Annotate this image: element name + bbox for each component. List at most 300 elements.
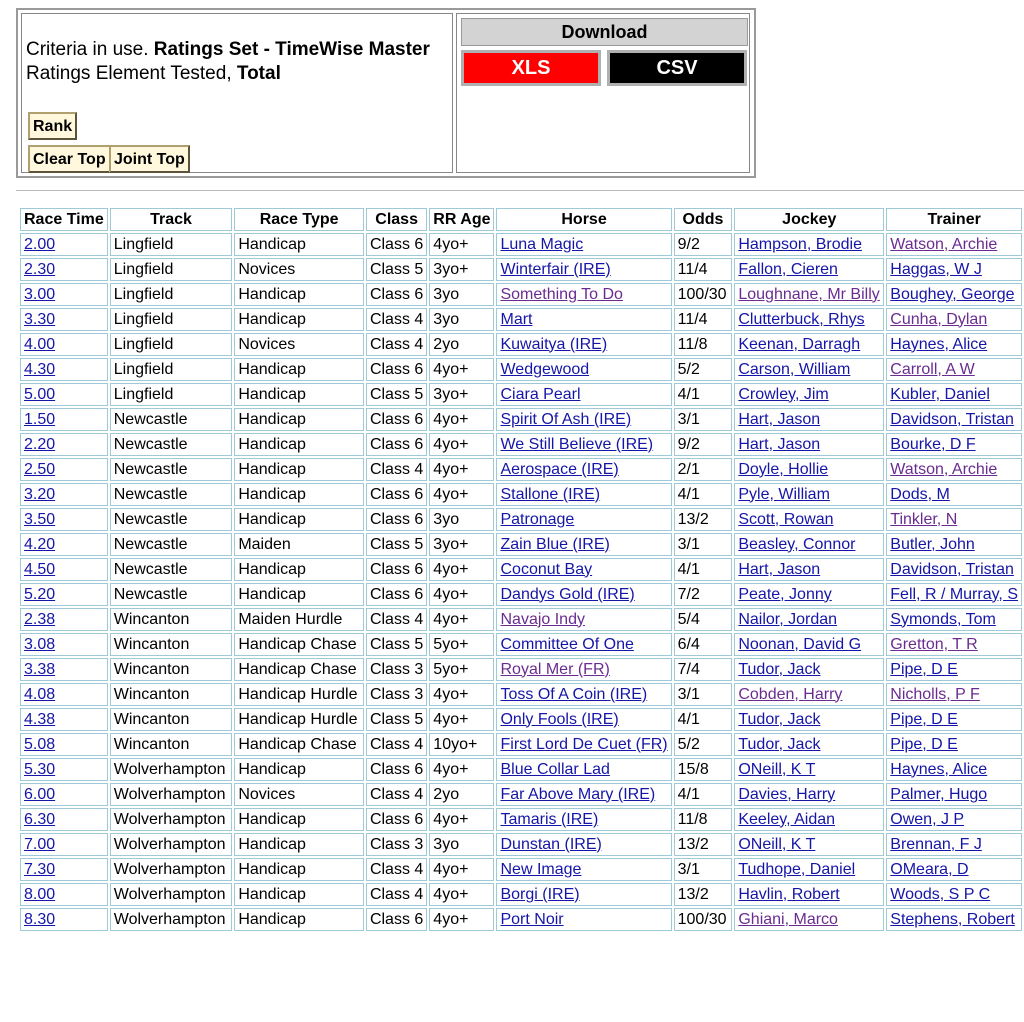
odds-cell <box>674 783 733 806</box>
trainer-cell <box>886 683 1022 706</box>
age-cell <box>429 258 494 281</box>
race-time-link[interactable]: 2.20 <box>24 435 56 453</box>
race-time-link[interactable]: 3.50 <box>24 510 56 528</box>
type-cell <box>234 833 364 856</box>
track-cell: Newcastle <box>113 485 188 503</box>
time-cell <box>20 383 108 406</box>
track-cell <box>110 833 233 856</box>
jockey-link[interactable]: Carson, William <box>738 360 851 378</box>
trainer-link[interactable]: Davidson, Tristan <box>890 560 1014 578</box>
race-type-cell: Handicap <box>238 435 306 453</box>
class-cell: Class 6 <box>369 435 424 453</box>
header-rr-age[interactable]: RR Age <box>429 208 494 231</box>
horse-link[interactable]: New Image <box>500 860 582 878</box>
jockey-link[interactable]: Beasley, Connor <box>738 535 856 553</box>
jockey-link[interactable]: Hart, Jason <box>738 410 821 428</box>
race-time-link[interactable]: 4.00 <box>24 335 56 353</box>
track-cell: Newcastle <box>113 510 188 528</box>
jockey-cell <box>734 383 884 406</box>
track-cell: Wolverhampton <box>113 835 226 853</box>
horse-link[interactable]: Blue Collar Lad <box>500 760 610 778</box>
age-cell <box>429 633 494 656</box>
race-type-cell: Handicap Chase <box>238 660 357 678</box>
rank-button[interactable]: Rank <box>28 112 77 140</box>
horse-link[interactable]: Toss Of A Coin (IRE) <box>500 685 648 703</box>
race-time-link[interactable]: 3.38 <box>24 660 56 678</box>
trainer-link[interactable]: Haynes, Alice <box>890 335 988 353</box>
cls-cell <box>366 833 427 856</box>
trainer-link[interactable]: Bourke, D F <box>890 435 976 453</box>
jockey-cell <box>734 833 884 856</box>
track-cell: Wolverhampton <box>113 860 226 878</box>
jockey-link[interactable]: Keenan, Darragh <box>738 335 861 353</box>
class-cell: Class 6 <box>369 235 424 253</box>
trainer-cell <box>886 833 1022 856</box>
horse-cell <box>496 808 671 831</box>
type-cell <box>234 658 364 681</box>
jockey-link[interactable]: Nailor, Jordan <box>738 610 838 628</box>
csv-download-button[interactable]: CSV <box>607 50 747 86</box>
odds-cell: 13/2 <box>677 510 709 528</box>
odds-cell: 3/1 <box>677 410 700 428</box>
odds-cell: 13/2 <box>677 885 709 903</box>
jockey-cell <box>734 883 884 906</box>
race-time-link[interactable]: 2.38 <box>24 610 56 628</box>
track-cell <box>110 383 233 406</box>
jockey-cell <box>734 533 884 556</box>
trainer-link[interactable]: Fell, R / Murray, S <box>890 585 1018 603</box>
horse-link[interactable]: Tamaris (IRE) <box>500 810 599 828</box>
xls-download-button[interactable]: XLS <box>461 50 601 86</box>
jockey-link[interactable]: Tudor, Jack <box>738 735 821 753</box>
odds-cell <box>674 458 733 481</box>
track-cell <box>110 433 233 456</box>
jockey-cell <box>734 608 884 631</box>
jockey-cell <box>734 908 884 931</box>
jockey-link[interactable]: Havlin, Robert <box>738 885 840 903</box>
race-type-cell: Novices <box>238 335 296 353</box>
horse-cell <box>496 533 671 556</box>
trainer-link[interactable]: Haggas, W J <box>890 260 982 278</box>
race-time-link[interactable]: 3.08 <box>24 635 56 653</box>
race-time-link[interactable]: 8.00 <box>24 885 56 903</box>
jockey-link[interactable]: Pyle, William <box>738 485 830 503</box>
race-type-cell: Handicap Hurdle <box>238 710 358 728</box>
age-cell: 4yo+ <box>433 860 469 878</box>
jockey-link[interactable]: Hart, Jason <box>738 560 821 578</box>
trainer-link[interactable]: Woods, S P C <box>890 885 991 903</box>
cls-cell <box>366 733 427 756</box>
jockey-cell <box>734 808 884 831</box>
jockey-link[interactable]: Keeley, Aidan <box>738 810 836 828</box>
horse-link[interactable]: Dandys Gold (IRE) <box>500 585 635 603</box>
jockey-link[interactable]: Loughnane, Mr Billy <box>738 285 880 303</box>
jockey-link[interactable]: Doyle, Hollie <box>738 460 829 478</box>
trainer-cell <box>886 558 1022 581</box>
jockey-cell <box>734 733 884 756</box>
cls-cell <box>366 808 427 831</box>
track-cell <box>110 583 233 606</box>
trainer-link[interactable]: Butler, John <box>890 535 975 553</box>
horse-cell <box>496 333 671 356</box>
time-cell <box>20 408 108 431</box>
horse-link[interactable]: First Lord De Cuet (FR) <box>500 735 668 753</box>
odds-cell <box>674 483 733 506</box>
horse-link[interactable]: Spirit Of Ash (IRE) <box>500 410 632 428</box>
horse-link[interactable]: Navajo Indy <box>500 610 585 628</box>
race-type-cell: Handicap <box>238 410 306 428</box>
age-cell: 10yo+ <box>433 735 478 753</box>
table-row <box>20 783 1022 806</box>
race-time-link[interactable]: 4.38 <box>24 710 56 728</box>
cls-cell <box>366 708 427 731</box>
trainer-link[interactable]: OMeara, D <box>890 860 969 878</box>
jockey-link[interactable]: Noonan, David G <box>738 635 862 653</box>
header-trainer[interactable]: Trainer <box>886 208 1022 231</box>
horse-link[interactable]: Far Above Mary (IRE) <box>500 785 656 803</box>
race-type-cell: Handicap <box>238 360 306 378</box>
age-cell <box>429 658 494 681</box>
class-cell: Class 5 <box>369 385 424 403</box>
race-time-link[interactable]: 2.50 <box>24 460 56 478</box>
race-time-link[interactable]: 8.30 <box>24 910 56 928</box>
race-time-link[interactable]: 5.30 <box>24 760 56 778</box>
type-cell <box>234 383 364 406</box>
horse-link[interactable]: Zain Blue (IRE) <box>500 535 610 553</box>
cls-cell <box>366 783 427 806</box>
type-cell <box>234 858 364 881</box>
jockey-link[interactable]: Hart, Jason <box>738 435 821 453</box>
time-cell <box>20 908 108 931</box>
track-cell <box>110 658 233 681</box>
odds-cell: 5/2 <box>677 735 700 753</box>
horse-link[interactable]: Wedgewood <box>500 360 590 378</box>
trainer-cell <box>886 783 1022 806</box>
trainer-cell <box>886 283 1022 306</box>
horse-link[interactable]: Patronage <box>500 510 575 528</box>
jockey-link[interactable]: Ghiani, Marco <box>738 910 838 928</box>
odds-cell: 4/1 <box>677 385 700 403</box>
jockey-link[interactable]: Clutterbuck, Rhys <box>738 310 865 328</box>
age-cell <box>429 458 494 481</box>
table-row <box>20 558 1022 581</box>
horse-link[interactable]: We Still Believe (IRE) <box>500 435 654 453</box>
age-cell <box>429 833 494 856</box>
horse-link[interactable]: Coconut Bay <box>500 560 593 578</box>
track-cell: Lingfield <box>113 285 174 303</box>
race-time-link[interactable]: 5.08 <box>24 735 56 753</box>
trainer-link[interactable]: Watson, Archie <box>890 235 998 253</box>
class-cell: Class 3 <box>369 835 424 853</box>
horse-link[interactable]: Mart <box>500 310 533 328</box>
table-row <box>20 283 1022 306</box>
race-type-cell: Handicap <box>238 560 306 578</box>
age-cell <box>429 483 494 506</box>
track-cell <box>110 233 233 256</box>
horse-link[interactable]: Aerospace (IRE) <box>500 460 619 478</box>
race-type-cell: Handicap <box>238 385 306 403</box>
age-cell: 2yo <box>433 335 460 353</box>
odds-cell <box>674 683 733 706</box>
odds-cell <box>674 358 733 381</box>
track-cell <box>110 908 233 931</box>
jockey-link[interactable]: ONeill, K T <box>738 835 816 853</box>
track-cell <box>110 708 233 731</box>
table-row <box>20 808 1022 831</box>
race-time-link[interactable]: 6.30 <box>24 810 56 828</box>
time-cell <box>20 458 108 481</box>
table-row <box>20 258 1022 281</box>
class-cell: Class 6 <box>369 410 424 428</box>
trainer-link[interactable]: Tinkler, N <box>890 510 958 528</box>
horse-link[interactable]: Royal Mer (FR) <box>500 660 610 678</box>
jockey-link[interactable]: Crowley, Jim <box>738 385 829 403</box>
results-body <box>20 233 1022 931</box>
age-cell: 4yo+ <box>433 235 469 253</box>
horse-link[interactable]: Something To Do <box>500 285 623 303</box>
jockey-cell <box>734 483 884 506</box>
trainer-link[interactable]: Dods, M <box>890 485 950 503</box>
jockey-link[interactable]: Fallon, Cieren <box>738 260 838 278</box>
cls-cell <box>366 583 427 606</box>
horse-link[interactable]: Dunstan (IRE) <box>500 835 602 853</box>
race-type-cell: Handicap <box>238 885 306 903</box>
age-cell: 4yo+ <box>433 410 469 428</box>
race-time-link[interactable]: 2.00 <box>24 235 56 253</box>
jockey-cell <box>734 633 884 656</box>
race-time-link[interactable]: 4.20 <box>24 535 56 553</box>
jockey-link[interactable]: ONeill, K T <box>738 760 816 778</box>
race-time-link[interactable]: 5.00 <box>24 385 56 403</box>
trainer-link[interactable]: Pipe, D E <box>890 710 958 728</box>
class-cell: Class 6 <box>369 585 424 603</box>
race-time-link[interactable]: 5.20 <box>24 585 56 603</box>
trainer-link[interactable]: Kubler, Daniel <box>890 385 990 403</box>
type-cell <box>234 758 364 781</box>
horse-cell <box>496 658 671 681</box>
joint-top-button[interactable]: Joint Top <box>109 145 190 173</box>
type-cell <box>234 458 364 481</box>
age-cell: 3yo+ <box>433 385 469 403</box>
cls-cell <box>366 883 427 906</box>
horse-cell <box>496 758 671 781</box>
time-cell <box>20 483 108 506</box>
horse-link[interactable]: Kuwaitya (IRE) <box>500 335 608 353</box>
type-cell <box>234 883 364 906</box>
class-cell: Class 4 <box>369 310 424 328</box>
trainer-link[interactable]: Cunha, Dylan <box>890 310 988 328</box>
horse-link[interactable]: Port Noir <box>500 910 564 928</box>
odds-cell: 3/1 <box>677 685 700 703</box>
trainer-link[interactable]: Owen, J P <box>890 810 965 828</box>
header-race-type[interactable]: Race Type <box>234 208 364 231</box>
age-cell <box>429 908 494 931</box>
horse-cell <box>496 608 671 631</box>
cls-cell <box>366 433 427 456</box>
odds-cell <box>674 758 733 781</box>
track-cell <box>110 258 233 281</box>
odds-cell <box>674 308 733 331</box>
age-cell <box>429 883 494 906</box>
time-cell <box>20 558 108 581</box>
odds-cell: 11/4 <box>677 260 708 278</box>
table-row <box>20 233 1022 256</box>
table-row <box>20 758 1022 781</box>
horse-cell <box>496 458 671 481</box>
race-time-link[interactable]: 2.30 <box>24 260 56 278</box>
time-cell <box>20 833 108 856</box>
cls-cell <box>366 383 427 406</box>
time-cell <box>20 258 108 281</box>
trainer-link[interactable]: Watson, Archie <box>890 460 998 478</box>
race-type-cell: Handicap <box>238 235 306 253</box>
results-table <box>18 206 1024 933</box>
trainer-link[interactable]: Carroll, A W <box>890 360 975 378</box>
criteria-text <box>26 38 430 86</box>
trainer-link[interactable]: Gretton, T R <box>890 635 978 653</box>
horse-cell <box>496 783 671 806</box>
odds-cell <box>674 558 733 581</box>
trainer-link[interactable]: Haynes, Alice <box>890 760 988 778</box>
horse-cell <box>496 433 671 456</box>
trainer-link[interactable]: Davidson, Tristan <box>890 410 1014 428</box>
track-cell: Wolverhampton <box>113 760 226 778</box>
jockey-link[interactable]: Cobden, Harry <box>738 685 843 703</box>
track-cell: Lingfield <box>113 310 174 328</box>
horse-link[interactable]: Committee Of One <box>500 635 634 653</box>
odds-cell: 3/1 <box>677 535 700 553</box>
race-time-link[interactable]: 3.30 <box>24 310 56 328</box>
horse-cell <box>496 858 671 881</box>
time-cell <box>20 683 108 706</box>
race-time-link[interactable]: 1.50 <box>24 410 56 428</box>
table-row <box>20 633 1022 656</box>
race-time-link[interactable]: 4.50 <box>24 560 56 578</box>
race-type-cell: Handicap <box>238 460 306 478</box>
trainer-link[interactable]: Palmer, Hugo <box>890 785 988 803</box>
trainer-cell <box>886 633 1022 656</box>
race-time-link[interactable]: 6.00 <box>24 785 56 803</box>
trainer-link[interactable]: Boughey, George <box>890 285 1015 303</box>
header-odds[interactable]: Odds <box>674 208 733 231</box>
jockey-link[interactable]: Davies, Harry <box>738 785 836 803</box>
header-horse[interactable]: Horse <box>496 208 671 231</box>
table-row <box>20 683 1022 706</box>
class-cell: Class 4 <box>369 610 424 628</box>
trainer-cell <box>886 908 1022 931</box>
horse-link[interactable]: Ciara Pearl <box>500 385 581 403</box>
header-race-time[interactable]: Race Time <box>20 208 108 231</box>
track-cell: Wolverhampton <box>113 910 226 928</box>
track-cell: Wincanton <box>113 685 190 703</box>
track-cell <box>110 608 233 631</box>
trainer-link[interactable]: Nicholls, P F <box>890 685 980 703</box>
race-time-link[interactable]: 4.30 <box>24 360 56 378</box>
age-cell <box>429 408 494 431</box>
track-cell <box>110 633 233 656</box>
trainer-link[interactable]: Symonds, Tom <box>890 610 996 628</box>
horse-link[interactable]: Borgi (IRE) <box>500 885 580 903</box>
jockey-link[interactable]: Peate, Jonny <box>738 585 832 603</box>
jockey-link[interactable]: Tudor, Jack <box>738 660 821 678</box>
horse-cell <box>496 633 671 656</box>
jockey-cell <box>734 283 884 306</box>
horse-cell <box>496 508 671 531</box>
jockey-link[interactable]: Tudor, Jack <box>738 710 821 728</box>
trainer-link[interactable]: Pipe, D E <box>890 660 958 678</box>
table-row <box>20 608 1022 631</box>
header-track[interactable]: Track <box>110 208 233 231</box>
odds-cell: 6/4 <box>677 635 700 653</box>
race-time-link[interactable]: 7.00 <box>24 835 56 853</box>
trainer-cell <box>886 758 1022 781</box>
type-cell <box>234 433 364 456</box>
type-cell <box>234 608 364 631</box>
trainer-cell <box>886 383 1022 406</box>
horse-link[interactable]: Only Fools (IRE) <box>500 710 619 728</box>
time-cell <box>20 708 108 731</box>
race-type-cell: Handicap <box>238 510 306 528</box>
horse-link[interactable]: Stallone (IRE) <box>500 485 601 503</box>
horse-link[interactable]: Winterfair (IRE) <box>500 260 611 278</box>
age-cell: 3yo+ <box>433 260 469 278</box>
trainer-cell <box>886 333 1022 356</box>
jockey-link[interactable]: Tudhope, Daniel <box>738 860 856 878</box>
header-jockey[interactable]: Jockey <box>734 208 884 231</box>
odds-cell: 100/30 <box>677 910 727 928</box>
jockey-link[interactable]: Hampson, Brodie <box>738 235 862 253</box>
clear-top-button[interactable]: Clear Top <box>28 145 111 173</box>
table-row <box>20 583 1022 606</box>
race-time-link[interactable]: 3.20 <box>24 485 56 503</box>
race-type-cell: Handicap <box>238 860 306 878</box>
table-row <box>20 458 1022 481</box>
horse-link[interactable]: Luna Magic <box>500 235 584 253</box>
trainer-cell <box>886 883 1022 906</box>
trainer-link[interactable]: Stephens, Robert <box>890 910 1015 928</box>
odds-cell <box>674 883 733 906</box>
class-cell: Class 6 <box>369 760 424 778</box>
cls-cell <box>366 558 427 581</box>
type-cell <box>234 783 364 806</box>
header-class[interactable]: Class <box>366 208 427 231</box>
race-time-link[interactable]: 4.08 <box>24 685 56 703</box>
age-cell: 4yo+ <box>433 885 469 903</box>
jockey-link[interactable]: Scott, Rowan <box>738 510 834 528</box>
odds-cell: 4/1 <box>677 785 700 803</box>
horse-cell <box>496 583 671 606</box>
class-cell: Class 5 <box>369 710 424 728</box>
cls-cell <box>366 683 427 706</box>
trainer-cell <box>886 533 1022 556</box>
age-cell <box>429 383 494 406</box>
horse-cell <box>496 358 671 381</box>
type-cell <box>234 408 364 431</box>
trainer-link[interactable]: Pipe, D E <box>890 735 958 753</box>
table-row <box>20 333 1022 356</box>
race-time-link[interactable]: 3.00 <box>24 285 56 303</box>
track-cell <box>110 808 233 831</box>
race-type-cell: Maiden <box>238 535 291 553</box>
horse-cell <box>496 258 671 281</box>
type-cell <box>234 283 364 306</box>
race-type-cell: Novices <box>238 785 296 803</box>
trainer-link[interactable]: Brennan, F J <box>890 835 982 853</box>
race-time-link[interactable]: 7.30 <box>24 860 56 878</box>
race-type-cell: Handicap Chase <box>238 735 357 753</box>
table-row <box>20 433 1022 456</box>
age-cell <box>429 608 494 631</box>
